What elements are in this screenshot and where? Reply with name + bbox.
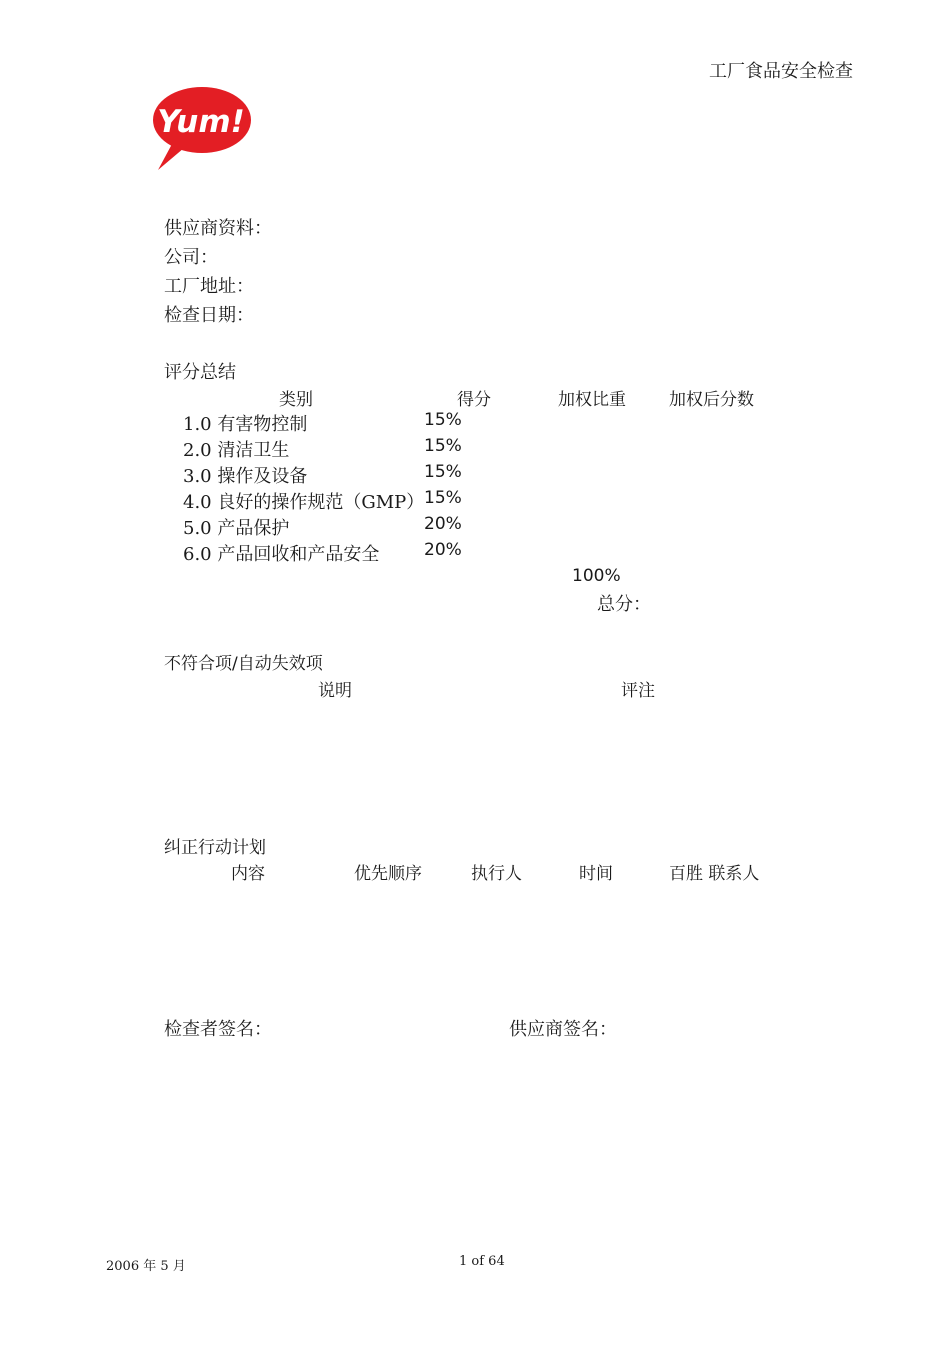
weight-total: 100% bbox=[572, 566, 621, 586]
nonconformity-heading: 不符合项/自动失效项 bbox=[164, 654, 323, 674]
category-row-weight: 20% bbox=[424, 540, 462, 560]
yum-logo bbox=[150, 86, 254, 172]
col-header-priority: 优先顺序 bbox=[354, 864, 422, 884]
total-score-label: 总分： bbox=[597, 594, 651, 615]
page-header-title: 工厂食品安全检查 bbox=[709, 61, 853, 82]
category-row-label: 6.0 产品回收和产品安全 bbox=[183, 544, 380, 565]
col-header-comments: 评注 bbox=[621, 681, 655, 701]
col-header-category: 类别 bbox=[279, 390, 313, 410]
category-row-weight: 20% bbox=[424, 514, 462, 534]
category-row-weight: 15% bbox=[424, 436, 462, 456]
svg-text:Yum!: Yum! bbox=[157, 104, 245, 140]
factory-address-label: 工厂地址： bbox=[164, 276, 254, 297]
category-row-label: 3.0 操作及设备 bbox=[183, 466, 308, 487]
supplier-signature-label: 供应商签名： bbox=[509, 1019, 617, 1040]
category-row-label: 4.0 良好的操作规范（GMP） bbox=[183, 492, 425, 513]
company-label: 公司： bbox=[164, 247, 218, 268]
footer-page-number: 1 of 64 bbox=[459, 1254, 505, 1269]
inspection-date-label: 检查日期： bbox=[164, 305, 254, 326]
supplier-info-heading: 供应商资料： bbox=[164, 218, 272, 239]
col-header-weighted-score: 加权后分数 bbox=[669, 390, 754, 410]
yum-logo-graphic bbox=[150, 86, 254, 172]
category-row-label: 2.0 清洁卫生 bbox=[183, 440, 290, 461]
col-header-yum-contact: 百胜 联系人 bbox=[669, 864, 760, 884]
col-header-score: 得分 bbox=[457, 390, 491, 410]
col-header-weight: 加权比重 bbox=[558, 390, 626, 410]
category-row-weight: 15% bbox=[424, 488, 462, 508]
footer-date: 2006 年 5 月 bbox=[106, 1259, 186, 1274]
category-row-label: 5.0 产品保护 bbox=[183, 518, 290, 539]
col-header-time: 时间 bbox=[579, 864, 613, 884]
score-summary-heading: 评分总结 bbox=[164, 362, 236, 383]
category-row-weight: 15% bbox=[424, 462, 462, 482]
col-header-content: 内容 bbox=[231, 864, 265, 884]
col-header-executor: 执行人 bbox=[471, 864, 522, 884]
category-row-label: 1.0 有害物控制 bbox=[183, 414, 308, 435]
category-row-weight: 15% bbox=[424, 410, 462, 430]
inspector-signature-label: 检查者签名： bbox=[164, 1019, 272, 1040]
corrective-plan-heading: 纠正行动计划 bbox=[164, 838, 266, 858]
col-header-description: 说明 bbox=[318, 681, 352, 701]
